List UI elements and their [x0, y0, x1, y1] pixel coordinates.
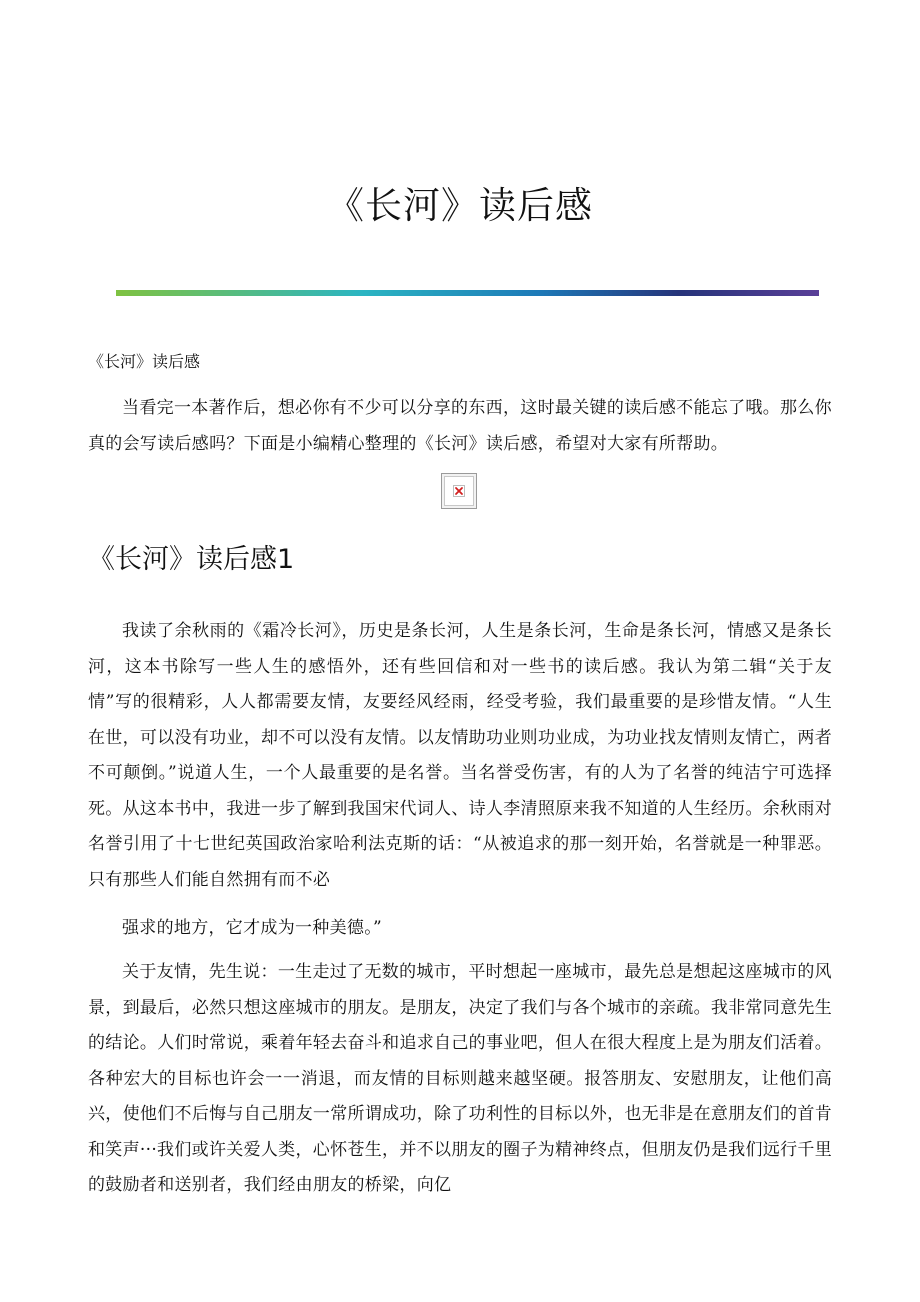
title-divider	[116, 290, 819, 296]
section-heading: 《长河》读后感1	[88, 544, 295, 575]
document-subtitle: 《长河》读后感	[88, 352, 201, 371]
document-title: 《长河》读后感	[327, 184, 593, 227]
image-placeholder[interactable]	[441, 473, 477, 509]
body-paragraph-2: 强求的地方，它才成为一种美德。”	[122, 918, 382, 938]
body-paragraph-3: 关于友情，先生说：一生走过了无数的城市，平时想起一座城市，最先总是想起这座城市的风景，到最后，必然只想这座城市的朋友。是朋友，决定了我们与各个城市的亲疏。我非常同意先生的结论。人们时常说，乘着年轻去奋斗和追求自己的事业吧，但人在很大程度上是为朋友们活着。各种宏大的目标也许会一一消退，而友情的目标则越来越坚硬。报答朋友、安慰朋友，让他们高兴，使他们不后悔与自己朋友一常所谓成功，除了功利性的目标以外，也无非是在意朋友们的首肯和笑声···我们或许关爱人类，心怀苍生，并不以朋友的圈子为精神终点，但朋友仍是我们远行千里的鼓励者和送别者，我们经由朋友的桥梁，向亿	[88, 962, 832, 1195]
intro-paragraph: 当看完一本著作后，想必你有不少可以分享的东西，这时最关键的读后感不能忘了哦。那么你真的会写读后感吗？下面是小编精心整理的《长河》读后感，希望对大家有所帮助。	[88, 398, 832, 454]
body-paragraph-1: 我读了余秋雨的《霜冷长河》，历史是条长河，人生是条长河，生命是条长河，情感又是条长河，这本书除写一些人生的感悟外，还有些回信和对一些书的读后感。我认为第二辑“关于友情”写的很精彩，人人都需要友情，友要经风经雨，经受考验，我们最重要的是珍惜友情。“人生在世，可以没有功业，却不可以没有友情。以友情助功业则功业成，为功业找友情则友情亡，两者不可颠倒。”说道人生，一个人最重要的是名誉。当名誉受伤害，有的人为了名誉的纯洁宁可选择死。从这本书中，我进一步了解到我国宋代词人、诗人李清照原来我不知道的人生经历。余秋雨对名誉引用了十七世纪英国政治家哈利法克斯的话：“从被追求的那一刻开始，名誉就是一种罪恶。只有那些人们能自然拥有而不必	[88, 621, 832, 890]
broken-image-icon	[453, 485, 465, 497]
